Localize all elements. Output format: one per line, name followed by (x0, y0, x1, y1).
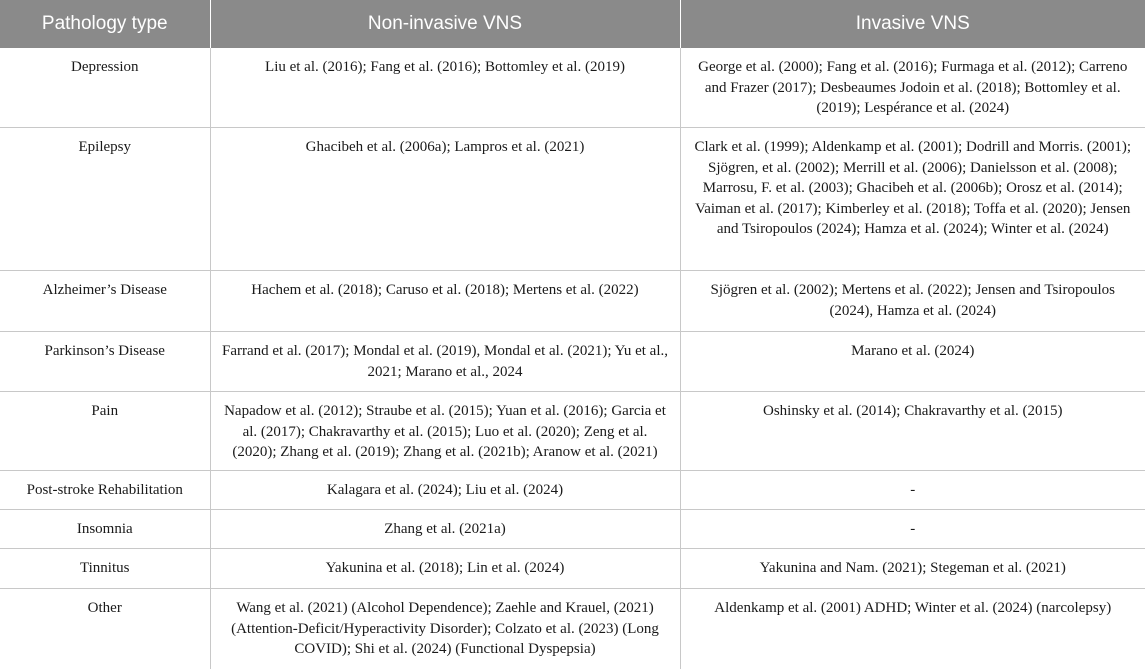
invasive-cell: - (680, 471, 1145, 510)
table-row (0, 128, 1145, 271)
pathology-type-cell: Post-stroke Rehabilitation (0, 471, 210, 510)
invasive-cell: Sjögren et al. (2002); Mertens et al. (2022); Jensen and Tsiropoulos (2024), Hamza et al. (2024) (680, 271, 1145, 332)
non-invasive-cell: Ghacibeh et al. (2006a); Lampros et al. (2021) (210, 128, 680, 271)
invasive-cell: Oshinsky et al. (2014); Chakravarthy et al. (2015) (680, 392, 1145, 471)
non-invasive-cell: Napadow et al. (2012); Straube et al. (2015); Yuan et al. (2016); Garcia et al. (2017); Chakravarthy et al. (2015); Luo et al. (2020); Zeng et al. (2020); Zhang et al. (2019); Zhang et al. (2021b); Aranow et al. (2021) (210, 392, 680, 471)
table-row (0, 510, 1145, 549)
table-row (0, 392, 1145, 471)
non-invasive-cell: Farrand et al. (2017); Mondal et al. (2019), Mondal et al. (2021); Yu et al., 2021; Marano et al., 2024 (210, 332, 680, 392)
table-row (0, 589, 1145, 669)
non-invasive-cell: Hachem et al. (2018); Caruso et al. (2018); Mertens et al. (2022) (210, 271, 680, 332)
non-invasive-cell: Kalagara et al. (2024); Liu et al. (2024) (210, 471, 680, 510)
non-invasive-cell: Wang et al. (2021) (Alcohol Dependence); Zaehle and Krauel, (2021) (Attention-Deficit/Hyperactivity Disorder); Colzato et al. (2023) (Long COVID); Shi et al. (2024) (Functional Dyspepsia) (210, 589, 680, 669)
pathology-type-cell: Epilepsy (0, 128, 210, 271)
pathology-type-cell: Depression (0, 48, 210, 128)
invasive-cell: George et al. (2000); Fang et al. (2016); Furmaga et al. (2012); Carreno and Frazer (2017); Desbeaumes Jodoin et al. (2018); Bottomley et al. (2019); Lespérance et al. (2024) (680, 48, 1145, 128)
pathology-type-cell: Other (0, 589, 210, 669)
header-pathology-type: Pathology type (0, 0, 210, 48)
pathology-type-cell: Parkinson’s Disease (0, 332, 210, 392)
pathology-type-cell: Tinnitus (0, 549, 210, 589)
header-invasive-vns: Invasive VNS (680, 0, 1145, 48)
invasive-cell: Marano et al. (2024) (680, 332, 1145, 392)
header-row (0, 0, 1145, 48)
invasive-cell: Clark et al. (1999); Aldenkamp et al. (2001); Dodrill and Morris. (2001); Sjögren, et al. (2002); Merrill et al. (2006); Danielsson et al. (2008); Marrosu, F. et al. (2003); Ghacibeh et al. (2006b); Orosz et al. (2014); Vaiman et al. (2017); Kimberley et al. (2018); Toffa et al. (2020); Jensen and Tsiropoulos (2024); Hamza et al. (2024); Winter et al. (2024) (680, 128, 1145, 271)
pathology-type-cell: Pain (0, 392, 210, 471)
table-row (0, 48, 1145, 128)
invasive-cell: - (680, 510, 1145, 549)
table-row (0, 471, 1145, 510)
non-invasive-cell: Liu et al. (2016); Fang et al. (2016); Bottomley et al. (2019) (210, 48, 680, 128)
header-non-invasive-vns: Non-invasive VNS (210, 0, 680, 48)
invasive-cell: Aldenkamp et al. (2001) ADHD; Winter et al. (2024) (narcolepsy) (680, 589, 1145, 669)
non-invasive-cell: Yakunina et al. (2018); Lin et al. (2024) (210, 549, 680, 589)
pathology-type-cell: Alzheimer’s Disease (0, 271, 210, 332)
table-row (0, 332, 1145, 392)
non-invasive-cell: Zhang et al. (2021a) (210, 510, 680, 549)
table-row (0, 549, 1145, 589)
invasive-cell: Yakunina and Nam. (2021); Stegeman et al. (2021) (680, 549, 1145, 589)
table-row (0, 271, 1145, 332)
pathology-type-cell: Insomnia (0, 510, 210, 549)
